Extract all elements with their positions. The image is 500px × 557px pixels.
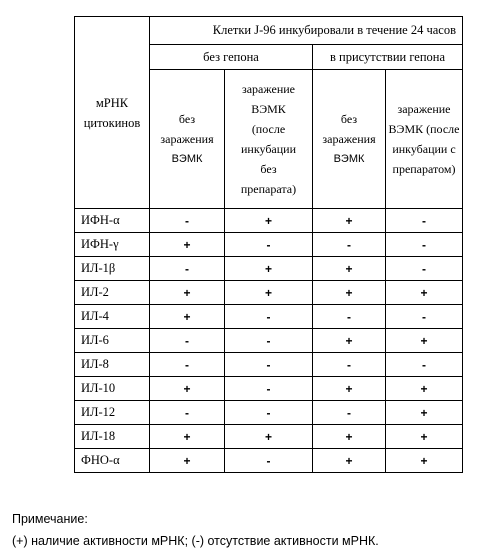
condition-header-line: ВЭМК — [171, 153, 203, 165]
condition-header-line: заражение — [241, 82, 296, 96]
condition-header-line: без — [340, 112, 358, 126]
activity-cell: + — [150, 449, 225, 473]
cytokine-name-cell: ИЛ-18 — [75, 425, 150, 449]
cytokine-name-cell: ИЛ-2 — [75, 281, 150, 305]
activity-cell: + — [386, 425, 463, 449]
cytokine-name-cell: ИФН-α — [75, 209, 150, 233]
activity-cell: + — [225, 281, 313, 305]
condition-header-line: заражения — [322, 132, 376, 146]
cytokine-name-cell: ИЛ-1β — [75, 257, 150, 281]
condition-header-line: ВЭМК — [251, 102, 286, 116]
cytokine-mrna-table — [74, 16, 463, 473]
activity-cell: + — [386, 401, 463, 425]
activity-cell: - — [386, 305, 463, 329]
activity-cell: - — [386, 233, 463, 257]
activity-cell: - — [150, 329, 225, 353]
condition-header-line: (после — [251, 122, 286, 136]
condition-header-no-infection-2 — [313, 70, 386, 209]
activity-cell: - — [225, 329, 313, 353]
table-row — [75, 377, 463, 401]
activity-cell: + — [313, 257, 386, 281]
activity-cell: - — [225, 305, 313, 329]
condition-header-line: без — [260, 162, 277, 176]
table-row — [75, 209, 463, 233]
activity-cell: - — [386, 257, 463, 281]
activity-cell: + — [150, 377, 225, 401]
corner-header-line: цитокинов — [83, 115, 141, 130]
activity-cell: + — [150, 425, 225, 449]
corner-header-cell — [75, 17, 150, 209]
activity-cell: + — [225, 209, 313, 233]
activity-cell: - — [225, 377, 313, 401]
group-header-with-gepon: в присутствии гепона — [313, 45, 463, 70]
activity-cell: - — [225, 353, 313, 377]
cytokine-name-cell: ФНО-α — [75, 449, 150, 473]
activity-cell: - — [313, 353, 386, 377]
condition-header-line: заражения — [160, 132, 214, 146]
activity-cell: - — [386, 353, 463, 377]
activity-cell: + — [313, 329, 386, 353]
activity-cell: - — [386, 209, 463, 233]
cytokine-name-cell: ИЛ-4 — [75, 305, 150, 329]
activity-cell: + — [313, 425, 386, 449]
table-row — [75, 425, 463, 449]
table-row — [75, 353, 463, 377]
cytokine-name-cell: ИЛ-10 — [75, 377, 150, 401]
corner-header-line: мРНК — [95, 95, 129, 110]
activity-cell: + — [386, 449, 463, 473]
table-row — [75, 401, 463, 425]
activity-cell: - — [150, 257, 225, 281]
condition-header-infection-2 — [386, 70, 463, 209]
activity-cell: + — [386, 377, 463, 401]
activity-cell: - — [150, 353, 225, 377]
activity-cell: - — [313, 401, 386, 425]
activity-cell: + — [225, 425, 313, 449]
cytokine-name-cell: ИЛ-8 — [75, 353, 150, 377]
activity-cell: + — [150, 233, 225, 257]
activity-cell: + — [313, 209, 386, 233]
cytokine-name-cell: ИФН-γ — [75, 233, 150, 257]
cytokine-name-cell: ИЛ-12 — [75, 401, 150, 425]
condition-header-line: ВЭМК (после — [388, 122, 460, 136]
table-row — [75, 233, 463, 257]
condition-header-line: инкубации с — [392, 142, 456, 156]
activity-cell: + — [313, 377, 386, 401]
activity-cell: + — [313, 449, 386, 473]
table-row — [75, 329, 463, 353]
activity-cell: - — [225, 449, 313, 473]
condition-header-infection-1 — [225, 70, 313, 209]
group-header-no-gepon: без гепона — [150, 45, 313, 70]
table-row — [75, 449, 463, 473]
note-text: (+) наличие активности мРНК; (-) отсутствие активности мРНК. — [12, 534, 379, 548]
incubation-header: Клетки J-96 инкубировали в течение 24 часов — [150, 17, 463, 45]
header-row-top — [75, 17, 463, 45]
condition-header-line: ВЭМК — [333, 153, 365, 165]
activity-cell: + — [225, 257, 313, 281]
table-row — [75, 305, 463, 329]
condition-header-line: без — [178, 112, 196, 126]
activity-cell: + — [386, 329, 463, 353]
activity-cell: - — [225, 233, 313, 257]
activity-cell: + — [150, 281, 225, 305]
activity-cell: - — [150, 401, 225, 425]
activity-cell: - — [313, 233, 386, 257]
condition-header-line: препарата) — [240, 182, 297, 196]
activity-cell: + — [313, 281, 386, 305]
note-title: Примечание: — [12, 512, 88, 526]
table-row — [75, 281, 463, 305]
activity-cell: - — [150, 209, 225, 233]
condition-header-line: заражение — [397, 102, 451, 116]
condition-header-no-infection-1 — [150, 70, 225, 209]
condition-header-line: препаратом) — [392, 162, 456, 176]
activity-cell: + — [386, 281, 463, 305]
activity-cell: + — [150, 305, 225, 329]
table-row — [75, 257, 463, 281]
cytokine-name-cell: ИЛ-6 — [75, 329, 150, 353]
condition-header-line: инкубации — [240, 142, 297, 156]
activity-cell: - — [225, 401, 313, 425]
activity-cell: - — [313, 305, 386, 329]
